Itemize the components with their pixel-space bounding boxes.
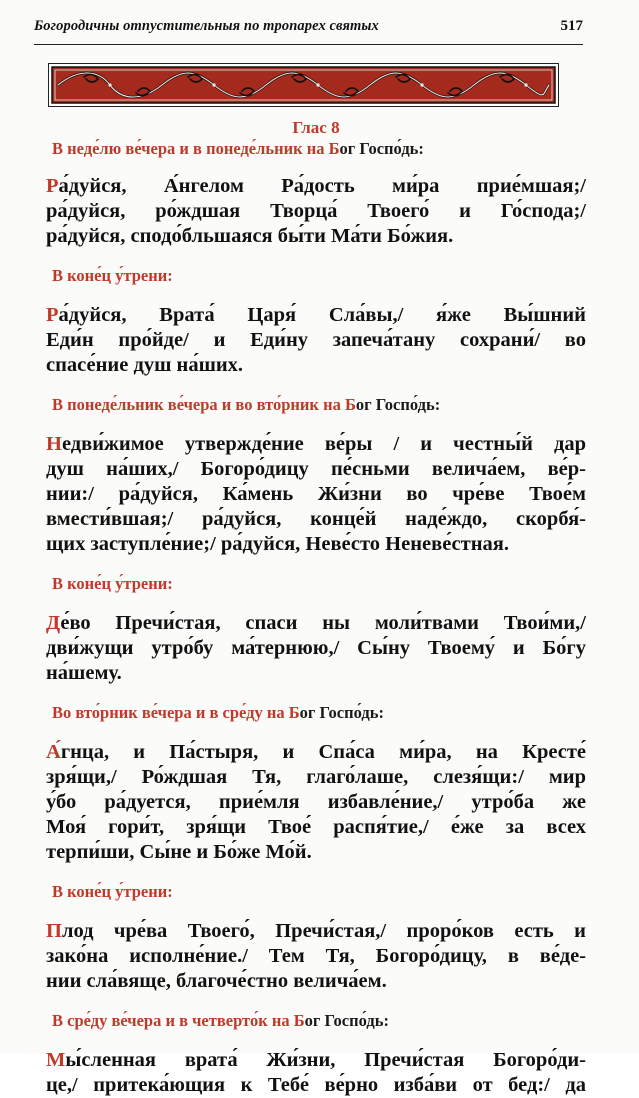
- page-number: 517: [560, 18, 583, 34]
- rubric: В сре́ду ве́чера и в четверто́к на Бог Госпо́дь:: [52, 1011, 389, 1030]
- rubric: В понеде́льник ве́чера и во вто́рник на Бог Госпо́дь:: [52, 395, 441, 414]
- running-title: Богородичны отпустительныя по тропарех святых: [34, 18, 379, 34]
- theotokion-text: Недви́жимое утвержде́ние ве́ры / и честны́й дар душ на́ших,/ Богоро́дицу пе́сньми велича́ем, ве́р- нии:/ ра́дуйся, Ка́мень Жи́зни во чре́ве Твое́м вмести́вшая;/ ра́дуйся, конце́й наде́ждо, скорбя́- щих заступле́ние;/ ра́дуйся, Неве́сто Неневе́стная.: [46, 433, 586, 555]
- rubric: В коне́ц у́трени:: [52, 882, 173, 901]
- theotokion-text: Плод чре́ва Твоего́, Пречи́стая,/ проро́ков есть и зако́на исполне́ние./ Тем Тя, Богоро́дицу, в ве́де- нии сла́вяще, благоче́стно велича́ем.: [46, 920, 586, 992]
- tone-heading: Глас 8: [292, 118, 340, 137]
- theotokion-text: Ра́дуйся, Врата́ Царя́ Сла́вы,/ я́же Вы́шний Еди́н про́йде/ и Еди́ну запеча́тану сохрани́/ во спасе́ние душ на́ших.: [46, 304, 586, 376]
- theotokion-text: Ра́дуйся, А́нгелом Ра́дость ми́ра прие́мшая;/ ра́дуйся, ро́ждшая Творца́ Твоего́ и Го́спода;/ ра́дуйся, сподо́бльшаяся бы́ти Ма́ти Бо́жия.: [46, 175, 586, 247]
- rubric: В коне́ц у́трени:: [52, 574, 173, 593]
- red-initial: Р: [46, 304, 59, 326]
- theotokion-text: Де́во Пречи́стая, спаси ны моли́твами Твои́ми,/ дви́жущи утро́бу ма́тернюю,/ Сы́ну Твоему́ и Бо́гу на́шему.: [46, 612, 586, 684]
- red-initial: А́: [46, 741, 61, 763]
- running-header: [34, 18, 583, 45]
- theotokion-text: Мы́сленная врата́ Жи́зни, Пречи́стая Богоро́ди- це,/ притека́ющия к Тебе́ ве́рно изба́ви от бед:/ да: [46, 1049, 586, 1096]
- red-initial: Н: [46, 433, 62, 455]
- red-initial: Р: [46, 175, 59, 197]
- rubric: Во вто́рник ве́чера и в сре́ду на Бог Госпо́дь:: [52, 703, 384, 722]
- red-initial: М: [46, 1049, 66, 1071]
- red-initial: П: [46, 920, 62, 942]
- rubric: В неде́лю ве́чера и в понеде́льник на Бог Госпо́дь:: [52, 139, 424, 158]
- theotokion-text: А́гнца, и Па́стыря, и Спа́са ми́ра, на Кресте́ зря́щи,/ Ро́ждшая Тя, глаго́лаше, слезя́щи:/ мир у́бо ра́дуется, прие́мля избавле́ние,/ утро́ба же Моя́ гори́т, зря́щи Твое́ распя́тие,/ е́же за всех терпи́ши, Сы́не и Бо́же Мо́й.: [46, 741, 586, 863]
- ornamental-headpiece: [48, 63, 559, 107]
- rubric: В коне́ц у́трени:: [52, 266, 173, 285]
- hymn-content: [46, 118, 586, 1098]
- red-initial: Д: [46, 612, 61, 634]
